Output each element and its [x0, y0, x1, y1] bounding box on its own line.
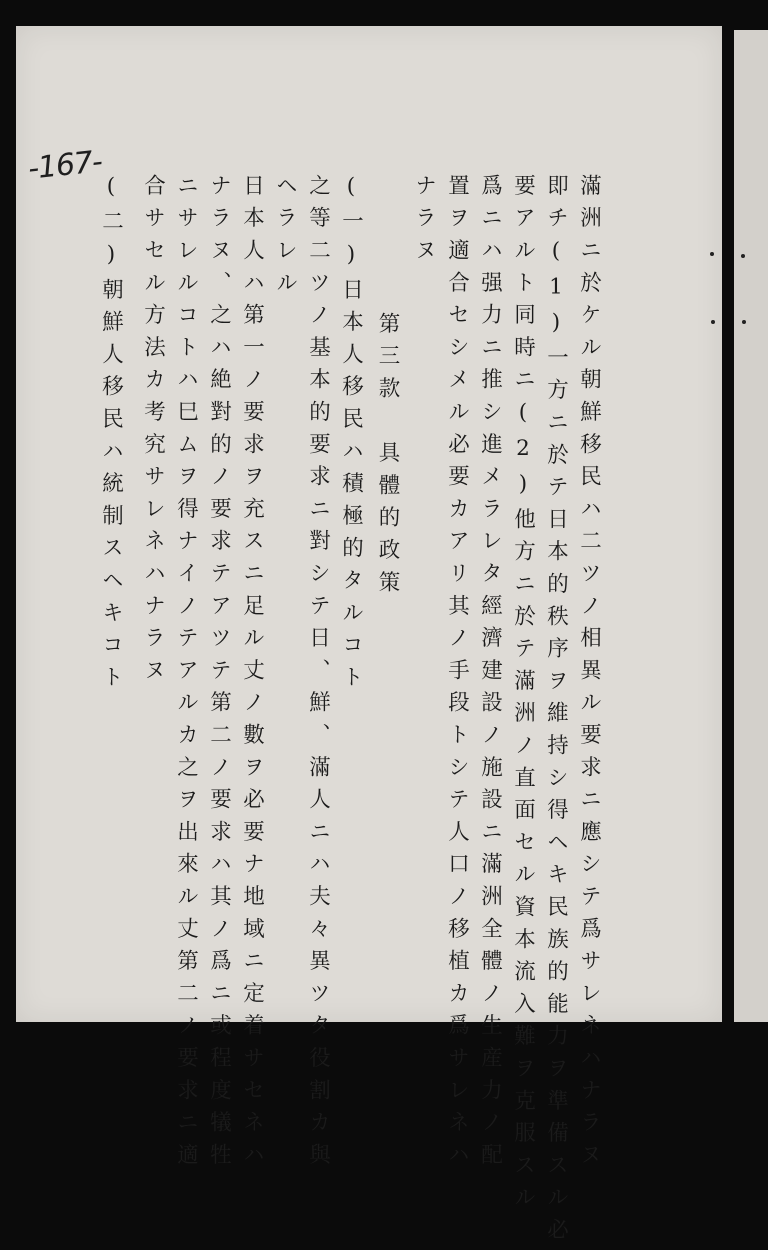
- text-column-13: 合サセル方法カ考究サレネハナラヌ: [140, 174, 166, 691]
- scan-speck: [741, 254, 745, 258]
- page-number: -167-: [26, 144, 104, 187]
- adjacent-page-edge: [734, 30, 768, 1022]
- text-column-8: 之等二ツノ基本的要求ニ對シテ日、鮮、滿人ニハ夫々異ツタ役割カ與: [305, 174, 331, 1176]
- text-column-5: 置ヲ適合セシメル必要カアリ其ノ手段トシテ人口ノ移植カ爲サレネハ: [444, 174, 470, 1176]
- section-heading: 第三款 具體的政策: [375, 312, 400, 603]
- text-column-11: ナラヌ、之ハ絶對的ノ要求テアツテ第二ノ要求ハ其ノ爲ニ或程度犠牲: [206, 174, 232, 1176]
- scan-speck: [710, 252, 714, 256]
- text-column-9: ヘラレル: [272, 174, 298, 304]
- text-column-1: 滿洲ニ於ケル朝鮮移民ハ二ツノ相異ル要求ニ應シテ爲サレネハナラヌ: [576, 174, 602, 1176]
- text-column-4: 爲ニハ强力ニ推シ進メラレタ經濟建設ノ施設ニ滿洲全體ノ生産力ノ配: [477, 174, 503, 1176]
- text-column-2: 即チ(1)一方ニ於テ日本的秩序ヲ維持シ得ヘキ民族的能力ヲ準備スル必: [543, 174, 569, 1250]
- text-column-14: (二)朝鮮人移民ハ統制スヘキコト: [98, 174, 124, 698]
- scan-speck: [711, 320, 715, 324]
- text-column-10: 日本人ハ第一ノ要求ヲ充スニ足ル丈ノ數ヲ必要ナ地域ニ定着サセネハ: [239, 174, 265, 1176]
- text-column-12: ニサレルコトハ巳ムヲ得ナイノテアルカ之ヲ出來ル丈第二ノ要求ニ適: [173, 174, 199, 1176]
- text-column-7: (一)日本人移民ハ積極的タルコト: [338, 174, 364, 698]
- scan-speck: [742, 320, 746, 324]
- text-column-3: 要アルト同時ニ(2)他方ニ於テ滿洲ノ直面セル資本流入難ヲ克服スル: [510, 174, 536, 1219]
- text-column-6: ナラヌ: [411, 174, 437, 271]
